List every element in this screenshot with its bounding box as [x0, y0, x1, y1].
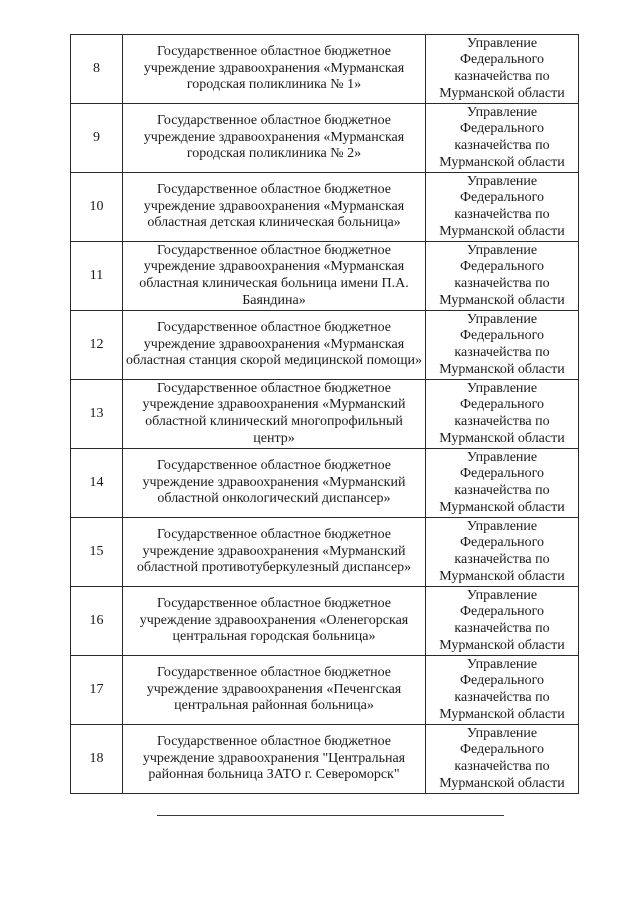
treasury-department: Управление Федерального казначейства по Мурманской области	[426, 449, 579, 518]
table-row	[71, 104, 579, 173]
institution-name: Государственное областное бюджетное учреждение здравоохранения «Мурманская областная детская клиническая больница»	[123, 173, 426, 242]
institution-name: Государственное областное бюджетное учреждение здравоохранения «Мурманский областной клинический многопрофильный центр»	[123, 380, 426, 449]
treasury-department: Управление Федерального казначейства по Мурманской области	[426, 311, 579, 380]
institution-name: Государственное областное бюджетное учреждение здравоохранения «Мурманская областная станция скорой медицинской помощи»	[123, 311, 426, 380]
row-number: 18	[71, 725, 123, 794]
table-row	[71, 656, 579, 725]
table-row	[71, 311, 579, 380]
treasury-department: Управление Федерального казначейства по Мурманской области	[426, 518, 579, 587]
table-row	[71, 518, 579, 587]
institution-name: Государственное областное бюджетное учреждение здравоохранения "Центральная районная больница ЗАТО г. Североморск"	[123, 725, 426, 794]
institution-name: Государственное областное бюджетное учреждение здравоохранения «Мурманская городская поликлиника № 1»	[123, 35, 426, 104]
treasury-department: Управление Федерального казначейства по Мурманской области	[426, 35, 579, 104]
treasury-department: Управление Федерального казначейства по Мурманской области	[426, 587, 579, 656]
row-number: 17	[71, 656, 123, 725]
row-number: 10	[71, 173, 123, 242]
institution-name: Государственное областное бюджетное учреждение здравоохранения «Мурманская областная клиническая больница имени П.А. Баяндина»	[123, 242, 426, 311]
institution-name: Государственное областное бюджетное учреждение здравоохранения «Оленегорская центральная городская больница»	[123, 587, 426, 656]
row-number: 14	[71, 449, 123, 518]
end-of-document-rule	[157, 815, 504, 816]
treasury-department: Управление Федерального казначейства по Мурманской области	[426, 656, 579, 725]
row-number: 12	[71, 311, 123, 380]
institutions-table	[70, 34, 579, 794]
table-row	[71, 35, 579, 104]
table-row	[71, 587, 579, 656]
institution-name: Государственное областное бюджетное учреждение здравоохранения «Мурманский областной онкологический диспансер»	[123, 449, 426, 518]
table-row	[71, 380, 579, 449]
table-row	[71, 725, 579, 794]
row-number: 9	[71, 104, 123, 173]
row-number: 13	[71, 380, 123, 449]
institution-name: Государственное областное бюджетное учреждение здравоохранения «Печенгская центральная районная больница»	[123, 656, 426, 725]
treasury-department: Управление Федерального казначейства по Мурманской области	[426, 104, 579, 173]
row-number: 8	[71, 35, 123, 104]
table-row	[71, 173, 579, 242]
treasury-department: Управление Федерального казначейства по Мурманской области	[426, 380, 579, 449]
table-row	[71, 449, 579, 518]
treasury-department: Управление Федерального казначейства по Мурманской области	[426, 725, 579, 794]
treasury-department: Управление Федерального казначейства по Мурманской области	[426, 173, 579, 242]
row-number: 15	[71, 518, 123, 587]
institution-name: Государственное областное бюджетное учреждение здравоохранения «Мурманская городская поликлиника № 2»	[123, 104, 426, 173]
table-row	[71, 242, 579, 311]
treasury-department: Управление Федерального казначейства по Мурманской области	[426, 242, 579, 311]
row-number: 16	[71, 587, 123, 656]
row-number: 11	[71, 242, 123, 311]
institution-name: Государственное областное бюджетное учреждение здравоохранения «Мурманский областной противотуберкулезный диспансер»	[123, 518, 426, 587]
